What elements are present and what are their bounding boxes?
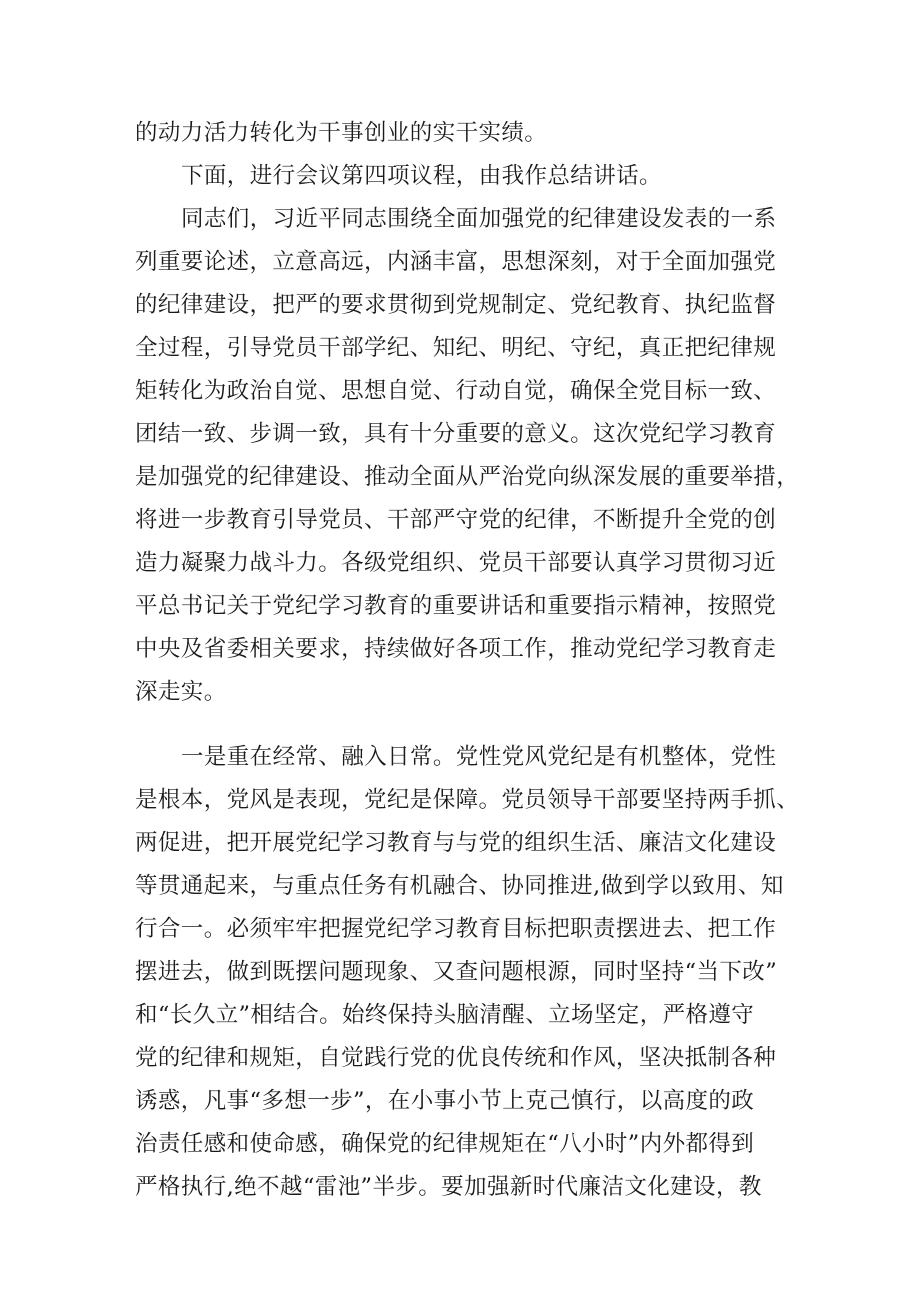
text-line: 诱惑，凡事“多想一步”，在小事小节上克己慎行，以高度的政 <box>135 1088 755 1114</box>
text-line: 是加强党的纪律建设、推动全面从严治党向纵深发展的重要举措， <box>135 464 800 490</box>
text-line: 同志们，习近平同志围绕全面加强党的纪律建设发表的一系 <box>181 206 777 232</box>
text-line: 全过程，引导党员干部学纪、知纪、明纪、守纪，真正把纪律规 <box>135 335 777 361</box>
document-page <box>135 112 800 1209</box>
text-line: 平总书记关于党纪学习教育的重要讲话和重要指示精神，按照党 <box>135 593 777 619</box>
text-line: 摆进去，做到既摆问题现象、又查问题根源，同时坚持“当下改” <box>135 959 778 985</box>
text-line: 行合一。必须牢牢把握党纪学习教育目标把职责摆进去、把工作 <box>135 916 777 942</box>
text-line: 和“长久立”相结合。始终保持头脑清醒、立场坚定，严格遵守 <box>135 1002 755 1028</box>
text-line: 等贯通起来，与重点任务有机融合、协同推进,做到学以致用、知 <box>135 873 784 899</box>
text-line: 矩转化为政治自觉、思想自觉、行动自觉，确保全党目标一致、 <box>135 378 777 404</box>
text-line: 治责任感和使命感，确保党的纪律规矩在“八小时”内外都得到 <box>135 1131 755 1157</box>
text-line: 下面，进行会议第四项议程，由我作总结讲话。 <box>181 163 662 189</box>
text-line: 严格执行,绝不越“雷池”半步。要加强新时代廉洁文化建设，教 <box>135 1174 762 1200</box>
text-line: 列重要论述，立意高远，内涵丰富，思想深刻，对于全面加强党 <box>135 249 777 275</box>
text-line: 将进一步教育引导党员、干部严守党的纪律，不断提升全党的创 <box>135 507 777 533</box>
text-line: 中央及省委相关要求，持续做好各项工作，推动党纪学习教育走 <box>135 636 777 662</box>
text-line: 两促进，把开展党纪学习教育与与党的组织生活、廉洁文化建设 <box>135 830 777 856</box>
text-line: 是根本，党风是表现，党纪是保障。党员领导干部要坚持两手抓、 <box>135 787 800 813</box>
text-line: 团结一致、步调一致，具有十分重要的意义。这次党纪学习教育 <box>135 421 777 447</box>
text-line: 一是重在经常、融入日常。党性党风党纪是有机整体，党性 <box>181 744 777 770</box>
paragraph-gap <box>135 714 795 736</box>
text-line: 造力凝聚力战斗力。各级党组织、党员干部要认真学习贯彻习近 <box>135 550 777 576</box>
text-line: 的动力活力转化为干事创业的实干实绩。 <box>135 120 548 146</box>
text-line: 党的纪律和规矩，自觉践行党的优良传统和作风，坚决抵制各种 <box>135 1045 777 1071</box>
text-line: 深走实。 <box>135 679 227 705</box>
text-line: 的纪律建设，把严的要求贯彻到党规制定、党纪教育、执纪监督 <box>135 292 777 318</box>
